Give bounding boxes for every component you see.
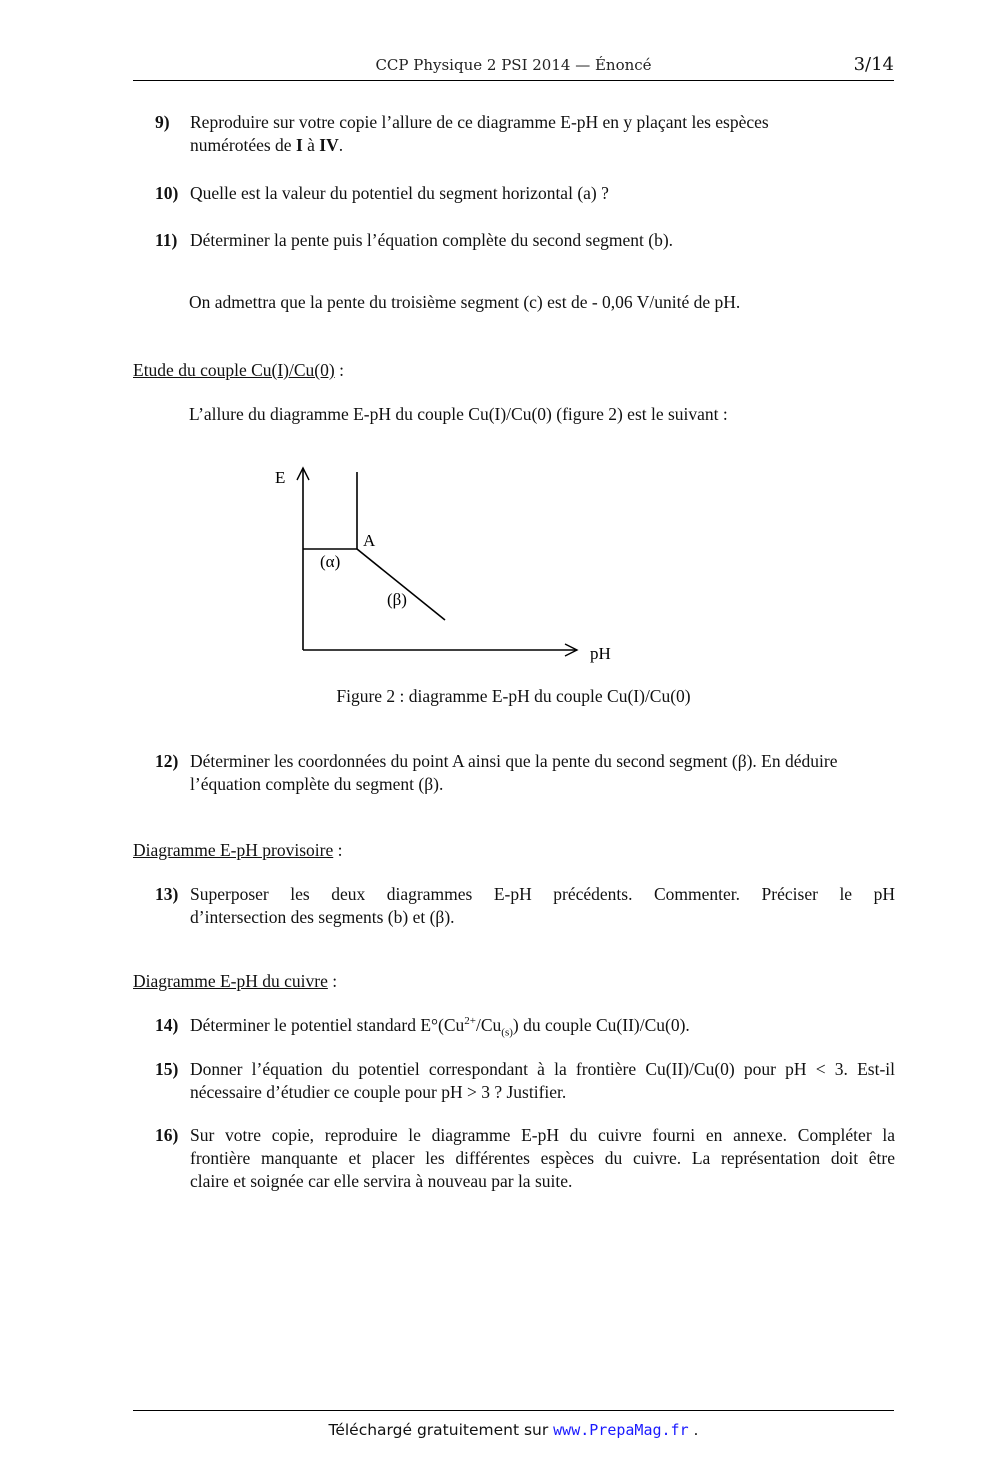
text-fragment: à bbox=[302, 135, 320, 155]
footer-text: Téléchargé gratuitement sur bbox=[328, 1421, 554, 1439]
figure-intro: L’allure du diagramme E-pH du couple Cu(I)/Cu(0) (figure 2) est le suivant : bbox=[189, 404, 728, 424]
page-header bbox=[133, 54, 894, 81]
slope-note: On admettra que la pente du troisième segment (c) est de - 0,06 V/unité de pH. bbox=[189, 292, 741, 312]
question-number: 12) bbox=[155, 751, 179, 771]
question-line: numérotées de bbox=[190, 135, 296, 155]
question-line: Sur votre copie, reproduire le diagramme E-pH du cuivre fourni en annexe. Compléter la bbox=[190, 1125, 895, 1145]
question-line: Superposer les deux diagrammes E-pH précédents. Commenter. Préciser le pH bbox=[190, 884, 895, 904]
section-title: Diagramme E-pH du cuivre bbox=[133, 971, 328, 991]
question-text bbox=[190, 111, 895, 157]
header-title: CCP Physique 2 PSI 2014 — Énoncé bbox=[375, 56, 652, 74]
question-line: claire et soignée car elle servira à nouveau par la suite. bbox=[190, 1171, 573, 1191]
question-15 bbox=[155, 1058, 895, 1104]
question-line: Donner l’équation du potentiel correspondant à la frontière Cu(II)/Cu(0) pour pH < 3. Est-il bbox=[190, 1059, 895, 1079]
figure-caption: Figure 2 : diagramme E-pH du couple Cu(I)/Cu(0) bbox=[336, 686, 691, 706]
question-13 bbox=[155, 883, 895, 929]
section-title: Etude du couple Cu(I)/Cu(0) bbox=[133, 360, 335, 380]
y-axis-label: E bbox=[275, 468, 286, 487]
question-number: 9) bbox=[155, 112, 170, 132]
question-line: l’équation complète du segment (β). bbox=[190, 774, 444, 794]
question-text bbox=[190, 1124, 895, 1193]
question-text bbox=[190, 1014, 895, 1037]
alpha-label: (α) bbox=[320, 552, 341, 571]
question-line: nécessaire d’étudier ce couple pour pH > 3 ? Justifier. bbox=[190, 1082, 567, 1102]
question-number: 10) bbox=[155, 183, 179, 203]
text-fragment: /Cu bbox=[476, 1015, 502, 1035]
question-text: Déterminer la pente puis l’équation complète du second segment (b). bbox=[190, 230, 674, 250]
roman-numeral: IV bbox=[319, 135, 339, 155]
e-ph-diagram-svg bbox=[265, 460, 625, 670]
question-number: 11) bbox=[155, 230, 178, 250]
question-16 bbox=[155, 1124, 895, 1193]
question-text bbox=[190, 1058, 895, 1104]
state-subscript: (s) bbox=[501, 1026, 513, 1039]
question-line: Déterminer les coordonnées du point A ainsi que la pente du second segment (β). En déduire bbox=[190, 751, 838, 771]
question-10 bbox=[155, 182, 895, 205]
question-14 bbox=[155, 1014, 895, 1037]
question-text bbox=[190, 750, 895, 796]
prepamag-link[interactable]: www.PrepaMag.fr bbox=[553, 1421, 689, 1439]
section-colon: : bbox=[327, 971, 338, 991]
question-line: frontière manquante et placer les différentes espèces du cuivre. La représentation doit être bbox=[190, 1148, 895, 1168]
question-number: 16) bbox=[155, 1125, 179, 1145]
footer-end: . bbox=[688, 1421, 699, 1439]
question-line: Reproduire sur votre copie l’allure de ce diagramme E-pH en y plaçant les espèces bbox=[190, 112, 769, 132]
x-axis-label: pH bbox=[590, 644, 611, 663]
text-fragment: Déterminer le potentiel standard E°(Cu bbox=[190, 1015, 465, 1035]
question-12 bbox=[155, 750, 895, 796]
question-number: 13) bbox=[155, 884, 179, 904]
text-fragment: . bbox=[338, 135, 344, 155]
section-title: Diagramme E-pH provisoire bbox=[133, 840, 334, 860]
section-colon: : bbox=[333, 840, 343, 860]
point-a-label: A bbox=[363, 531, 376, 550]
segment-beta bbox=[357, 549, 445, 620]
text-fragment: ) du couple Cu(II)/Cu(0). bbox=[512, 1015, 690, 1035]
section-heading-cu1-cu0 bbox=[133, 360, 344, 381]
roman-numeral: I bbox=[295, 135, 303, 155]
question-11 bbox=[155, 229, 895, 252]
question-9 bbox=[155, 111, 895, 157]
beta-label: (β) bbox=[387, 590, 407, 609]
question-number: 15) bbox=[155, 1059, 179, 1079]
question-text bbox=[190, 883, 895, 929]
page-footer bbox=[133, 1410, 894, 1439]
section-heading-copper bbox=[133, 971, 337, 992]
section-heading-provisional bbox=[133, 840, 342, 861]
question-number: 14) bbox=[155, 1015, 179, 1035]
charge-superscript: 2+ bbox=[464, 1015, 476, 1028]
section-colon: : bbox=[334, 360, 344, 380]
page-number: 3/14 bbox=[853, 54, 894, 75]
figure-2-e-ph-diagram bbox=[265, 460, 625, 670]
question-line: d’intersection des segments (b) et (β). bbox=[190, 907, 455, 927]
question-text: Quelle est la valeur du potentiel du segment horizontal (a) ? bbox=[190, 183, 609, 203]
